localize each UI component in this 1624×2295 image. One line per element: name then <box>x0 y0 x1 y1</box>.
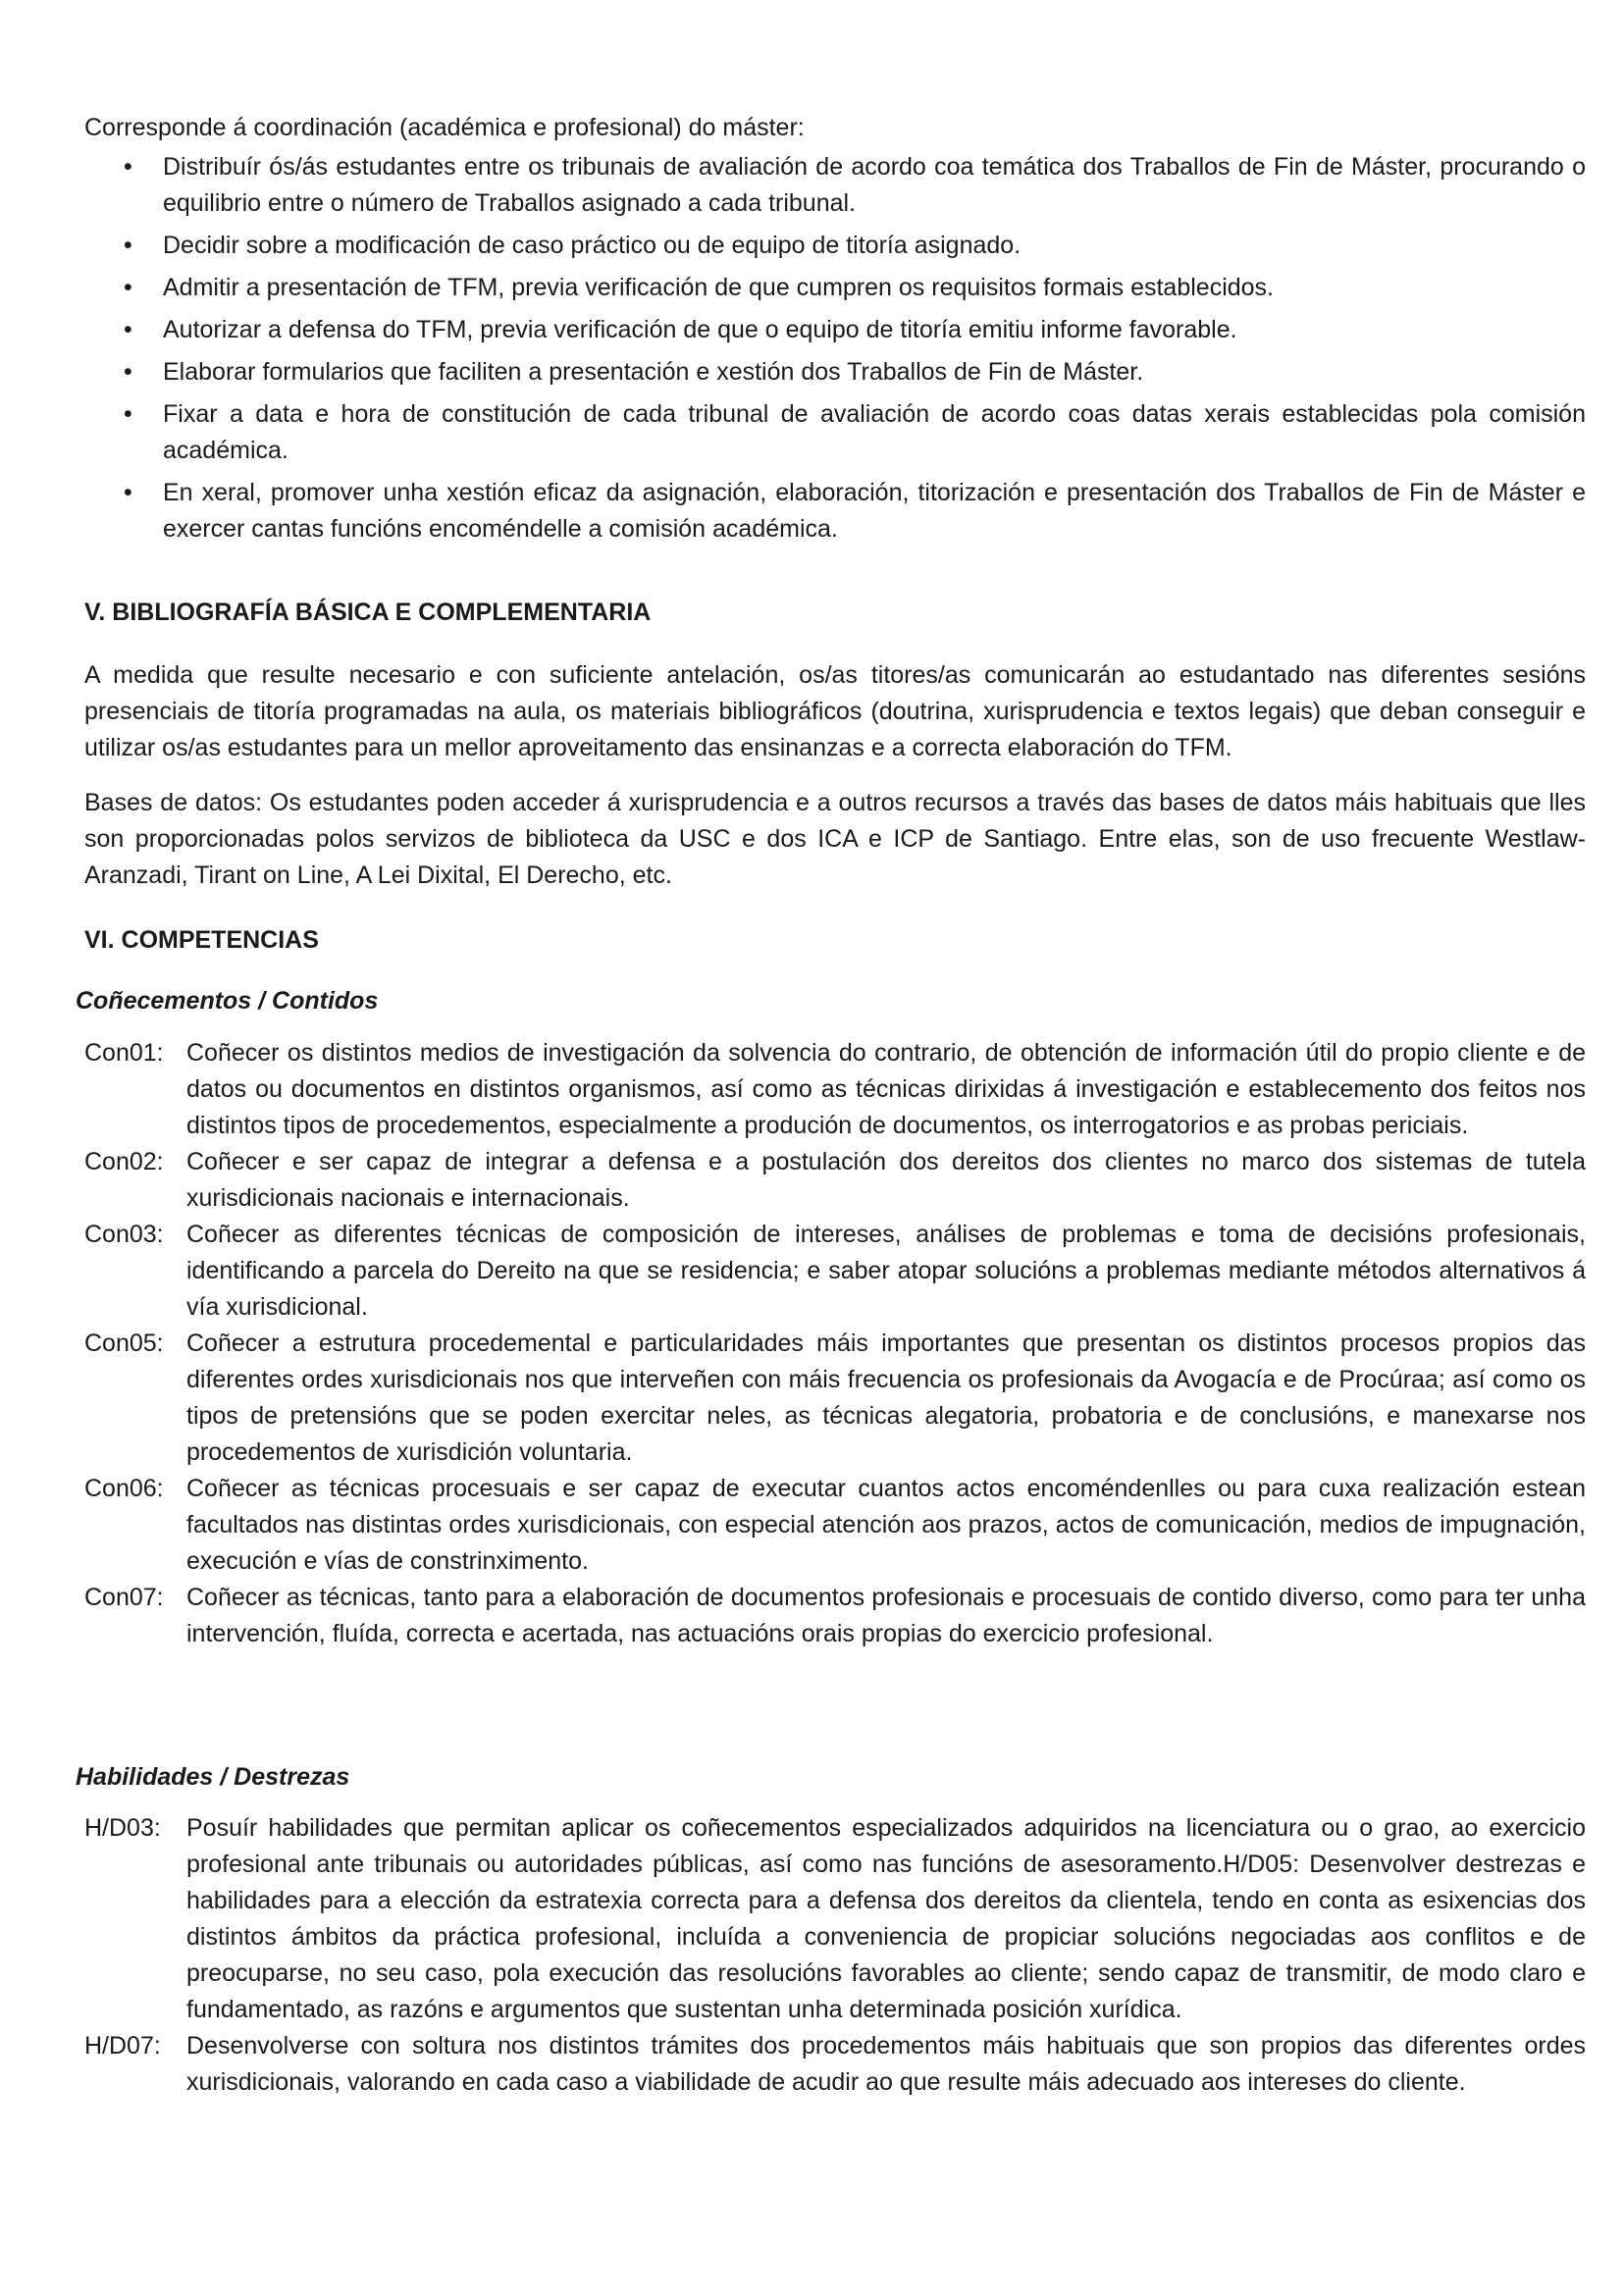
list-item <box>84 270 1586 306</box>
bullet-icon: • <box>124 274 132 301</box>
competency-code: Con02: <box>84 1148 164 1175</box>
skills-competencies-list <box>84 1810 1586 2101</box>
section-heading-bibliography: V. BIBLIOGRAFÍA BÁSICA E COMPLEMENTARIA <box>84 599 652 626</box>
competency-code: Con01: <box>84 1039 164 1067</box>
competency-code: H/D07: <box>84 2032 161 2060</box>
competency-item <box>84 1471 1586 1580</box>
competency-text: Posuír habilidades que permitan aplicar os coñecementos especializados adquiridos na licenciatura ou o grao, ao exercicio profesional ante tribunais ou autoridades públicas, así como nas funcións de asesoramento.H/D05: Desenvolver destrezas e habilidades para a elección da estratexia correcta para a defensa dos dereitos da clientela, tendo en conta as esixencias dos distintos ámbitos da práctica profesional, incluída a conveniencia de propiciar solucións negociadas aos conflitos e de preocuparse, no seu caso, pola execución das resolucións favorables ao cliente; sendo capaz de transmitir, de modo claro e fundamentado, as razóns e argumentos que sustentan unha determinada posición xurídica. <box>186 1814 1586 2023</box>
list-item <box>84 475 1586 548</box>
competency-item <box>84 1035 1586 1144</box>
list-item <box>84 228 1586 264</box>
competency-code: Con07: <box>84 1584 164 1611</box>
subheading-knowledge: Coñecementos / Contidos <box>76 987 379 1015</box>
bullet-icon: • <box>124 358 132 386</box>
list-item <box>84 354 1586 391</box>
list-item <box>84 312 1586 348</box>
competency-item <box>84 2028 1586 2101</box>
list-item-text: Decidir sobre a modificación de caso práctico ou de equipo de titoría asignado. <box>163 232 1022 259</box>
competency-item <box>84 1217 1586 1326</box>
competency-text: Coñecer as técnicas, tanto para a elaboración de documentos profesionais e procesuais de contido diverso, como para ter unha intervención, fluída, correcta e acertada, nas actuacións orais propias do exercicio profesional. <box>186 1584 1586 1647</box>
competency-item <box>84 1326 1586 1471</box>
subheading-skills: Habilidades / Destrezas <box>76 1763 350 1791</box>
coordination-duties-list <box>84 149 1586 553</box>
bullet-icon: • <box>124 316 132 343</box>
list-item-text: Autorizar a defensa do TFM, previa verificación de que o equipo de titoría emitiu informe favorable. <box>163 316 1237 343</box>
competency-text: Coñecer as técnicas procesuais e ser capaz de executar cuantos actos encoméndenlles ou para cuxa realización estean facultados nas distintas ordes xurisdicionais, con especial atención aos prazos, actos de comunicación, medios de impugnación, execución e vías de constrinximento. <box>186 1475 1586 1575</box>
competency-text: Coñecer e ser capaz de integrar a defensa e a postulación dos dereitos dos clientes no marco dos sistemas de tutela xurisdicionais nacionais e internacionais. <box>186 1148 1586 1212</box>
section-heading-competencies: VI. COMPETENCIAS <box>84 926 319 954</box>
competency-item <box>84 1144 1586 1217</box>
list-item-text: En xeral, promover unha xestión eficaz da asignación, elaboración, titorización e presentación dos Traballos de Fin de Máster e exercer cantas funcións encoméndelle a comisión académica. <box>163 479 1586 543</box>
list-item-text: Admitir a presentación de TFM, previa verificación de que cumpren os requisitos formais establecidos. <box>163 274 1275 301</box>
competency-code: H/D03: <box>84 1814 161 1842</box>
bullet-icon: • <box>124 232 132 259</box>
competency-item <box>84 1810 1586 2028</box>
competency-text: Desenvolverse con soltura nos distintos trámites dos procedementos máis habituais que son propios das diferentes ordes xurisdicionais, valorando en cada caso a viabilidade de acudir ao que resulte máis adecuado aos intereses do cliente. <box>186 2032 1586 2096</box>
competency-code: Con05: <box>84 1330 164 1357</box>
bullet-icon: • <box>124 153 132 181</box>
list-item <box>84 396 1586 469</box>
competency-code: Con03: <box>84 1221 164 1248</box>
intro-text: Corresponde á coordinación (académica e profesional) do máster: <box>84 114 805 141</box>
list-item-text: Fixar a data e hora de constitución de cada tribunal de avaliación de acordo coas datas xerais establecidas pola comisión académica. <box>163 400 1586 464</box>
competency-code: Con06: <box>84 1475 164 1502</box>
list-item <box>84 149 1586 222</box>
bullet-icon: • <box>124 479 132 506</box>
databases-paragraph: Bases de datos: Os estudantes poden acceder á xurisprudencia e a outros recursos a través das bases de datos máis habituais que lles son proporcionadas polos servizos de biblioteca da USC e dos ICA e ICP de Santiago. Entre elas, son de uso frecuente Westlaw-Aranzadi, Tirant on Line, A Lei Dixital, El Derecho, etc. <box>84 789 1586 889</box>
bibliography-paragraph: A medida que resulte necesario e con suficiente antelación, os/as titores/as comunicarán ao estudantado nas diferentes sesións presenciais de titoría programadas na aula, os materiais bibliográficos (doutrina, xurisprudencia e textos legais) que deban conseguir e utilizar os/as estudantes para un mellor aproveitamento das ensinanzas e a correcta elaboración do TFM. <box>84 661 1586 761</box>
competency-item <box>84 1580 1586 1652</box>
list-item-text: Elaborar formularios que faciliten a presentación e xestión dos Traballos de Fin de Máster. <box>163 358 1144 386</box>
competency-text: Coñecer a estrutura procedemental e particularidades máis importantes que presentan os distintos procesos propios das diferentes ordes xurisdicionais nos que interveñen con máis frecuencia os profesionais da Avogacía e de Procúraa; así como os tipos de pretensións que se poden exercitar neles, as técnicas alegatoria, probatoria e de conclusións, e manexarse nos procedementos de xurisdición voluntaria. <box>186 1330 1586 1466</box>
knowledge-competencies-list <box>84 1035 1586 1652</box>
bullet-icon: • <box>124 400 132 428</box>
competency-text: Coñecer os distintos medios de investigación da solvencia do contrario, de obtención de información útil do propio cliente e de datos ou documentos en distintos organismos, así como as técnicas dirixidas á investigación e establecemento dos feitos nos distintos tipos de procedementos, especialmente a produción de documentos, os interrogatorios e as probas periciais. <box>186 1039 1586 1139</box>
list-item-text: Distribuír ós/ás estudantes entre os tribunais de avaliación de acordo coa temática dos Traballos de Fin de Máster, procurando o equilibrio entre o número de Traballos asignado a cada tribunal. <box>163 153 1586 217</box>
competency-text: Coñecer as diferentes técnicas de composición de intereses, análises de problemas e toma de decisións profesionais, identificando a parcela do Dereito na que se residencia; e saber atopar solucións a problemas mediante métodos alternativos á vía xurisdicional. <box>186 1221 1586 1321</box>
